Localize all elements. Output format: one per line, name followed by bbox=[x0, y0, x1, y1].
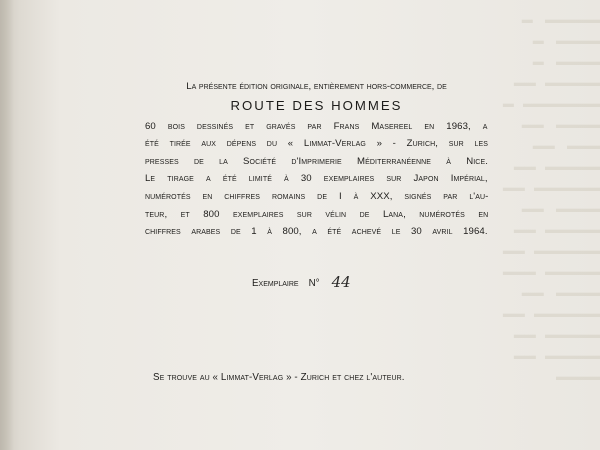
colophon-line: Le tirage a été limité à 30 exemplaires sur Japon Impérial, bbox=[145, 173, 488, 185]
show-through-text: ▬▬▬▬▬ ▬ ▬▬▬▬ ▬ ▬▬▬▬ ▬ ▬▬▬▬▬ ▬▬ ▬▬▬▬▬▬▬ ▬ ▬▬▬▬ ▬▬ ▬▬▬ ▬▬ ▬▬▬▬▬ ▬▬ ▬▬▬▬▬▬ ▬▬ ▬▬▬▬ ▬▬ ▬▬▬▬▬ ▬▬ ▬▬▬▬▬▬ ▬▬ ▬▬▬▬▬ ▬▬▬ ▬▬▬▬ ▬▬ ▬▬▬▬▬▬ ▬▬ ▬▬▬▬▬ ▬▬ ▬▬▬▬▬ ▬▬ ▬▬▬▬ bbox=[502, 14, 600, 383]
colophon-line: 60 bois dessinés et gravés par Frans Masereel en 1963, a bbox=[145, 120, 488, 132]
page-gutter-shadow bbox=[0, 0, 14, 450]
copy-label: Exemplaire bbox=[252, 278, 299, 289]
colophon-line: teur, et 800 exemplaires sur vélin de Lana, numérotés en bbox=[145, 208, 489, 220]
colophon-line: presses de la Société d'Imprimerie Méditerranéenne à Nice. bbox=[145, 155, 488, 167]
colophon-intro: La présente édition originale, entièrement hors-commerce, de bbox=[186, 81, 447, 92]
copy-number-line bbox=[252, 272, 351, 290]
colophon-block bbox=[145, 78, 488, 241]
colophon-line: été tirée aux dépens du « Limmat-Verlag » - Zurich, sur les bbox=[145, 138, 488, 150]
handwritten-copy-number: 44 bbox=[331, 273, 351, 291]
colophon-line: numérotés en chiffres romains de I à XXX, signés par l'au- bbox=[145, 190, 489, 202]
colophon-line: chiffres arabes de 1 à 800, a été achevé le 30 avril 1964. bbox=[145, 226, 488, 238]
number-sign: N° bbox=[308, 278, 320, 289]
book-title: ROUTE DES HOMMES bbox=[230, 97, 403, 113]
publisher-footer: Se trouve au « Limmat-Verlag » - Zurich et chez l'auteur. bbox=[153, 372, 405, 383]
